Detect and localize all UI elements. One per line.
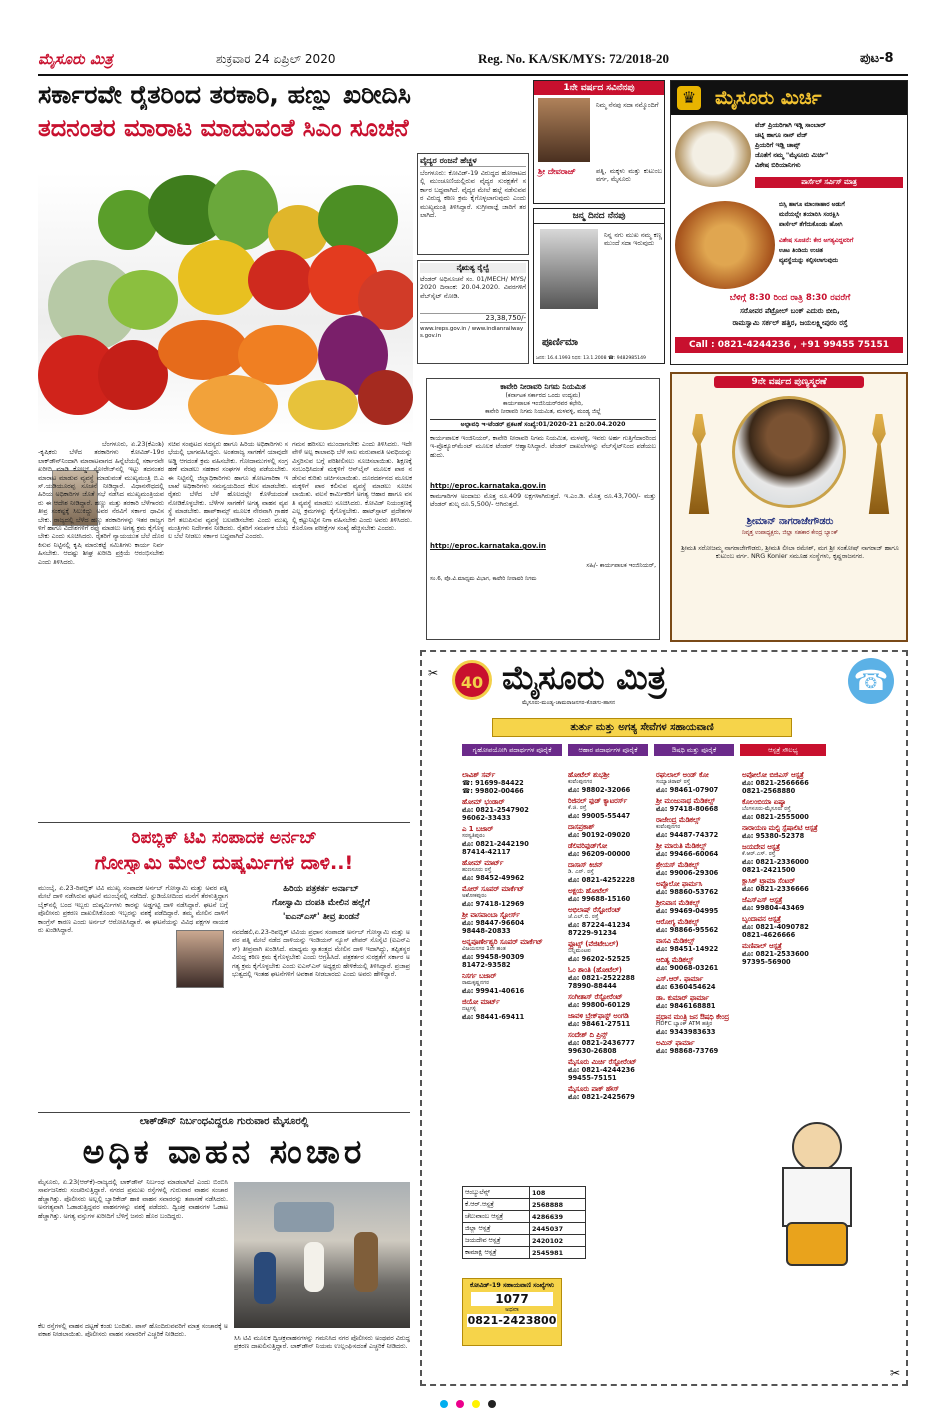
- list-item: ಬೃಂದಾವನ ಆಸ್ಪತ್ರೆ ಮೊ: 0821-4090782: [742, 915, 809, 931]
- list-item: 0821-2568880: [742, 787, 796, 795]
- col-head-1: ಗೃಹೋಪಯೋಗಿ ಪದಾರ್ಥಗಳ ಪೂರೈಕೆ: [462, 744, 562, 756]
- doctor-box-title: ವೈದ್ಯರ ರಂಜನೆ ಹೆಚ್ಚಳ: [420, 156, 526, 167]
- list-item: ಶ್ರೀ ವಾಸವಾಂಬಾ ಸ್ಟೋರ್ಸ್ ಮೊ: 98447-96604: [462, 911, 525, 927]
- list-item: 99630-26808: [568, 1047, 617, 1055]
- list-item: ಹೋಟೆಲ್ ಶುಭಶ್ರೀ ಕುವೆಂಪುನಗರ ಮೊ: 98802-32066: [568, 771, 631, 794]
- list-item: 97395-56900: [742, 958, 791, 966]
- list-item: ದಾಸಾಸ್ ಕಿಚನ್ ಡಿ. ಎನ್. ರಸ್ತೆ ಮೊ: 0821-4252228: [568, 861, 635, 884]
- table-row: ಆಂಬ್ಯುಲೆನ್ಸ್ 108: [463, 1187, 586, 1199]
- memorial-title: 9ನೇ ವರ್ಷದ ಪುಣ್ಯಸ್ಮರಣೆ: [714, 376, 864, 388]
- birthday-title: ಜನ್ಮ ದಿನದ ನೆನಪು: [534, 209, 664, 224]
- mirchi-ad: [670, 80, 908, 365]
- anniversary-family: ಪತ್ನಿ, ಮಕ್ಕಳು ಮತ್ತು ಕುಟುಂಬ ವರ್ಗ, ಮೈಸೂರು: [596, 167, 662, 184]
- list-item: ಶ್ರೇಯಸ್ ಮೆಡಿಕಲ್ಸ್ ಮೊ: 99006-29306: [656, 861, 719, 877]
- dir-col-3: [656, 768, 738, 1055]
- masthead-rule: [38, 74, 908, 76]
- list-item: ಓಂ ಶಾಂತಿ (ಹೋಟೆಲ್) ಮೊ: 0821-2522288: [568, 966, 635, 982]
- list-item: ಹೋಮ್ ಮಾರ್ಟ್ ಹುಣಸೂರು ರಸ್ತೆ ಮೊ: 98452-49962: [462, 859, 525, 882]
- masthead-reg: Reg. No. KA/SK/MYS: 72/2018-20: [478, 51, 670, 66]
- tender-l1: ಕಾವೇರಿ ನೀರಾವರಿ ನಿಗಮ ನಿಯಮಿತ: [500, 382, 586, 391]
- mirchi-addr1: ಸರೋವರ ಪೆಟ್ರೋಲ್ ಬಂಕ್ ಎದುರು ಬೀದಿ,: [740, 307, 840, 315]
- list-item: ಡಾ. ಕುಮಾರ್ ಫಾರ್ಮಾ ಮೊ: 9846168881: [656, 994, 716, 1010]
- anniversary-title: 1ನೇ ವರ್ಷದ ಸವಿನೆನಪು: [534, 81, 664, 95]
- list-item: ಅನ್ನಪೂರ್ಣೇಶ್ವರಿ ಸೂಪರ್ ಮಾರ್ಕೆಟ್ ವಿಜಯನಗರ 1ನೇ ಹಂತ ಮೊ: 99458-90309: [462, 938, 543, 961]
- hospital-table: [462, 1186, 586, 1259]
- list-item: ಅಮಿನ್ ಫಾರ್ಮಾ ಮೊ: 98868-73769: [656, 1039, 719, 1055]
- tender-l5: ಅಲ್ಪಾವಧಿ ಇ-ಟೆಂಡರ್ ಪ್ರಕಟಣೆ ಸಂಖ್ಯೆ:01/2020-21 ದಿ:20.04.2020: [430, 419, 656, 431]
- mirchi-line8: ಪಾರ್ಸೆಲ್ ತೆಗೆದುಕೊಂಡು ಹೋಗಿ: [779, 221, 843, 228]
- list-item: ಎ 1 ಬಜಾರ್ ಸರಸ್ವತಿಪುರಂ ಮೊ: 0821-2442190: [462, 825, 529, 848]
- mirchi-time: ಬೆಳಿಗ್ಗೆ 8:30 ರಿಂದ ರಾತ್ರಿ 8:30 ರವರೆಗೆ: [729, 293, 851, 303]
- list-item: ಅಭಿಲಾಷ್ ರೆಸ್ಟೋರೆಂಟ್ ಜೆ.ಎಲ್.ಬಿ. ರಸ್ತೆ ಮೊ: 87224-41234: [568, 906, 631, 929]
- traffic-body-2: ಕೆಲ ರಸ್ತೆಗಳಲ್ಲಿ ವಾಹನ ದಟ್ಟಣೆ ಕಂಡು ಬಂದಿತು. ಪಾಸ್ ಹೊಂದಿರುವವರಿಗೆ ಮಾತ್ರ ಸಂಚಾರಕ್ಕೆ ಅವಕಾಶ ನೀಡಲಾಯಿತು. ಪೊಲೀಸರು ವಾಹನ ಸವಾರರಿಗೆ ಎಚ್ಚರಿಕೆ ನೀಡಿದರು.: [38, 1322, 228, 1339]
- arnab-photo: [176, 930, 224, 988]
- list-item: ಸಂದೇಶ್ ದಿ ಪ್ರಿನ್ಸ್ ಮೊ: 0821-2436777: [568, 1031, 635, 1047]
- memorial-box: [670, 372, 908, 642]
- mirchi-line2: ಚಟ್ನಿ ಹಾಗೂ ನಾನ್ ವೆಜ್: [755, 131, 808, 139]
- republic-sub-3: 'ಐಎನ್‌ಎಸ್' ತೀವ್ರ ಖಂಡನೆ: [282, 912, 360, 922]
- mirchi-title: ಮೈಸೂರು ಮಿರ್ಚಿ: [715, 87, 822, 109]
- table-row: ಚೆಲುವಾಂಬ ಆಸ್ಪತ್ರೆ 4286639: [463, 1211, 586, 1223]
- list-item: ಪ್ರಧಾನ ಮಂತ್ರಿ ಜನ ಔಷಧಿ ಕೇಂದ್ರ HDFC ಬ್ಯಾಂಕ್ ATM ಹತ್ತಿರ ಮೊ: 9343983633: [656, 1013, 730, 1036]
- masthead: [38, 46, 908, 76]
- memorial-sub: ನಿವೃತ್ತ ಉಪಾಧ್ಯಕ್ಷರು, ಜಿಲ್ಲಾ ಸಹಕಾರ ಕೇಂದ್ರ ಬ್ಯಾಂಕ್: [741, 530, 839, 536]
- birthday-name: ಪೂರ್ಣಿಮಾ: [542, 337, 579, 348]
- republic-rule: [38, 822, 410, 823]
- list-item: ಲಾವಿಶ್ ಸರ್ವ್ ☎: 91699-84422: [462, 771, 524, 787]
- republic-headline-1: ರಿಪಬ್ಲಿಕ್ ಟಿವಿ ಸಂಪಾದಕ ಅರ್ನಬ್: [131, 828, 317, 848]
- anniversary-name: ಶ್ರೀ ದೇವರಾಜ್: [538, 167, 576, 176]
- list-item: ರಿಜಿನಲ್ ಫುಡ್ ಕ್ಯಾಟರರ್ಸ್ ಕೆ.ಜಿ. ರಸ್ತೆ ಮೊ: 99005-55447: [568, 797, 631, 820]
- railway-title: ನೈಋತ್ಯ ರೈಲ್ವೆ: [420, 263, 526, 273]
- phone-icon: ☎: [848, 658, 894, 704]
- tender-foot: ಸಂ.6, ಪೊ.ವಿ.ಮಾಧ್ಯಮ ವಿಭಾಗ, ಕಾವೇರಿ ನೀರಾವರಿ ನಿಗಮ: [430, 576, 537, 582]
- list-item: ಮೈಸೂರು ಪಾಕ್ ಹೌಸ್ ಮೊ: 0821-2425679: [568, 1085, 635, 1101]
- list-item: 78990-88444: [568, 982, 617, 990]
- masthead-page: ಪುಟ-8: [860, 51, 894, 66]
- scissors-icon: ✂: [889, 1366, 900, 1380]
- list-item: ಆದಿತ್ಯ ಮೆಡಿಕಲ್ಸ್ ಮೊ: 90068-03261: [656, 956, 719, 972]
- list-item: ರಘುಲಾಲ್ ಅಂಡ್ ಕೋ ಸಯ್ಯಾಜಿರಾವ್ ರಸ್ತೆ ಮೊ: 98461-07907: [656, 771, 719, 794]
- list-item: 0821-4626666: [742, 931, 796, 939]
- anniversary-lines: ನಿಮ್ಮ ನೆನಪು ಸದಾ ನಮ್ಮೊಂದಿಗೆ: [596, 101, 659, 109]
- list-item: ಎಸ್.ಆರ್. ಫಾರ್ಮಾ ಮೊ: 6360454624: [656, 975, 716, 991]
- list-item: ಶ್ರೀ ಮಾರುತಿ ಮೆಡಿಕಲ್ಸ್ ಮೊ: 99466-60064: [656, 842, 719, 858]
- republic-sub-2: ಗೋಸ್ವಾಮಿ ದಂಪತಿ ಮೇಲಿನ ಹಲ್ಲೆಗೆ: [272, 898, 370, 908]
- newspaper-reader-cartoon: [762, 1122, 872, 1272]
- republic-sub-1: ಹಿರಿಯ ಪತ್ರಕರ್ತ ಅರ್ನಾಬ್: [283, 884, 359, 894]
- mirchi-idli-photo: [675, 121, 751, 187]
- list-item: ಶ್ರೀ ಮಂಜುನಾಥ ಮೆಡಿಕಲ್ಸ್ ಮೊ: 97418-80668: [656, 797, 719, 813]
- tender-body2: ಕಾಮಗಾರಿಗಳ ಅಂದಾಜು ಮೊತ್ತ ರೂ.409 ಲಕ್ಷಗಳಾಗಿರುತ್ತದೆ. ಇ.ಎಂ.ಡಿ. ಮೊತ್ತ ರೂ.43,700/- ಮತ್ತು ಟೆಂಡರ್ ಶುಲ್ಕ ರೂ.5,500/- ಆಗಿರುತ್ತದೆ.: [430, 492, 656, 509]
- list-item: ನಾರಾಯಣ ಮಲ್ಟಿ ಸ್ಪೆಷಾಲಿಟಿ ಆಸ್ಪತ್ರೆ ಮೊ: 95380-52378: [742, 824, 818, 840]
- covid-title: ಕೋವಿಡ್-19 ಸಹಾಯವಾಣಿ ಸಂಖ್ಯೆಗಳು: [469, 1281, 555, 1289]
- list-item: ಅಪೋಲೋ ಬಿಜಿಎಸ್ ಆಸ್ಪತ್ರೆ ಮೊ: 0821-2566666: [742, 771, 809, 787]
- list-item: 99455-75151: [568, 1074, 617, 1082]
- col-head-2: ಆಹಾರ ಪದಾರ್ಥಗಳ ಪೂರೈಕೆ: [568, 744, 648, 756]
- list-item: ಹೋಮ್ ಭಂಡಾರ್ ಮೊ: 0821-2547902: [462, 798, 529, 814]
- anniversary-photo: [538, 98, 590, 162]
- list-item: ಜಯದೇವ ಆಸ್ಪತ್ರೆ ಕೆ.ಆರ್.ಎಸ್. ರಸ್ತೆ ಮೊ: 0821-2336000: [742, 843, 809, 866]
- list-item: ವಾಸವಿ ಮೆಡಿಕಲ್ಸ್ ಮೊ: 98451-14922: [656, 937, 719, 953]
- mirchi-line7: ಮನೆಯಲ್ಲೇ ತಯಾರಿಸಿ ಸಂರಕ್ಷಿಸಿ: [779, 211, 840, 218]
- tender-l2: (ಕರ್ನಾಟಕ ಸರ್ಕಾರದ ಒಂದು ಉದ್ಯಮ): [505, 392, 581, 399]
- print-marks: [440, 1400, 900, 1410]
- republic-body-2: ನವದೆಹಲಿ,ಏ.23-ರಿಪಬ್ಲಿಕ್ ಟಿವಿಯ ಪ್ರಧಾನ ಸಂಪಾದಕ ಅರ್ನಬ್ ಗೋಸ್ವಾಮಿ ಮತ್ತು ಅವರ ಪತ್ನಿ ಮೇಲೆ ನಡೆದ ದಾಳಿಯನ್ನು ಇಂಡಿಯನ್ ನ್ಯೂಸ್ ಪೇಪರ್ ಸೊಸೈಟಿ (ಐಎನ್‌ಎಸ್) ತೀವ್ರವಾಗಿ ಖಂಡಿಸಿದೆ. ಮಾಧ್ಯಮ ಸ್ವಾತಂತ್ರ್ಯದ ಮೇಲಿನ ದಾಳಿ ಇದಾಗಿದ್ದು, ತಪ್ಪಿತಸ್ಥರ ವಿರುದ್ಧ ಕಠಿಣ ಕ್ರಮ ಕೈಗೊಳ್ಳಬೇಕು ಎಂದು ಆಗ್ರಹಿಸಿದೆ. ಪತ್ರಕರ್ತರ ಸುರಕ್ಷತೆಗೆ ಸರ್ಕಾರ ಅಗತ್ಯ ಕ್ರಮ ಕೈಗೊಳ್ಳಬೇಕು ಎಂದು ಐಎನ್‌ಎಸ್ ಅಧ್ಯಕ್ಷರು ಹೇಳಿಕೆಯಲ್ಲಿ ತಿಳಿಸಿದ್ದಾರೆ. ಪ್ರಜಾಪ್ರಭುತ್ವದಲ್ಲಿ ಇಂತಹ ಘಟನೆಗಳಿಗೆ ಅವಕಾಶ ನೀಡಬಾರದು ಎಂದು ಅವರು ಹೇಳಿದ್ದಾರೆ.: [232, 928, 410, 979]
- traffic-headline: ಅಧಿಕ ವಾಹನ ಸಂಚಾರ: [82, 1132, 366, 1171]
- list-item: ಕೊಲಂಬಿಯಾ ಏಷ್ಯಾ ಬೆಂಗಳೂರು-ಮೈಸೂರು ರಸ್ತೆ ಮೊ: 0821-2555000: [742, 798, 809, 821]
- masthead-logo: ಮೈಸೂರು ಮಿತ್ರ: [38, 50, 113, 68]
- list-item: ಮೋರ್ ಸೂಪರ್ ಮಾರ್ಕೆಟ್ ಅಶೋಕಪುರಂ ಮೊ: 97418-12969: [462, 885, 525, 908]
- lead-headline-2: ತದನಂತರ ಮಾರಾಟ ಮಾಡುವಂತೆ ಸಿಎಂ ಸೂಚನೆ: [38, 114, 409, 142]
- birthday-box: [533, 208, 665, 364]
- col-head-3: ಔಷಧಿ ಮತ್ತು ಪೂರೈಕೆ: [654, 744, 734, 756]
- list-item: ರಾಜೇಂದ್ರ ಮೆಡಿಕಲ್ಸ್ ಕುವೆಂಪುನಗರ ಮೊ: 94487-74372: [656, 816, 719, 839]
- covid-helpline: [462, 1278, 562, 1346]
- scissors-icon: ✂: [428, 666, 439, 680]
- directory-tagline: ಮೈಸೂರು-ಮಂಡ್ಯ-ಚಾಮರಾಜನಗರ-ಕೊಡಗು-ಹಾಸನ: [522, 700, 616, 706]
- list-item: 81472-93582: [462, 961, 511, 969]
- republic-body-1: ಮುಂಬೈ, ಏ.23-ರಿಪಬ್ಲಿಕ್ ಟಿವಿ ಮುಖ್ಯ ಸಂಪಾದಕ ಅರ್ನಬ್ ಗೋಸ್ವಾಮಿ ಮತ್ತು ಅವರ ಪತ್ನಿ ಮೇಲೆ ದಾಳಿ ನಡೆಸಿರುವ ಘಟನೆ ಮುಂಬೈನಲ್ಲಿ ನಡೆದಿದೆ. ಸ್ಟುಡಿಯೋದಿಂದ ಮನೆಗೆ ತೆರಳುತ್ತಿದ್ದಾಗ ಬೈಕ್‌ನಲ್ಲಿ ಬಂದ ಇಬ್ಬರು ದುಷ್ಕರ್ಮಿಗಳು ಕಾರನ್ನು ಅಡ್ಡಗಟ್ಟಿ ದಾಳಿ ನಡೆಸಿದ್ದಾರೆ. ಘಟನೆ ಬಗ್ಗೆ ಪೊಲೀಸರು ಪ್ರಕರಣ ದಾಖಲಿಸಿಕೊಂಡು ಇಬ್ಬರನ್ನು ವಶಕ್ಕೆ ಪಡೆದಿದ್ದಾರೆ. ತಮ್ಮ ಮೇಲಿನ ದಾಳಿಗೆ ಕಾಂಗ್ರೆಸ್ ಕಾರಣ ಎಂದು ಅರ್ನಬ್ ಆರೋಪಿಸಿದ್ದಾರೆ. ಈ ಘಟನೆಯನ್ನು ವಿವಿಧ ಪಕ್ಷಗಳ ನಾಯಕರು ಖಂಡಿಸಿದ್ದಾರೆ.: [38, 884, 228, 935]
- mirchi-line1: ವೆಜ್ ಪ್ರಿಯರಿಗಾಗಿ ಇಡ್ಲಿ ಸಾಂಬಾರ್: [755, 121, 826, 129]
- lead-headline-1: ಸರ್ಕಾರವೇ ರೈತರಿಂದ ತರಕಾರಿ, ಹಣ್ಣು ಖರೀದಿಸಿ: [38, 80, 411, 109]
- mirchi-header: [671, 81, 907, 115]
- table-row: ಜಿಲ್ಲಾ ಆಸ್ಪತ್ರೆ 2445037: [463, 1223, 586, 1235]
- lead-body-col2: ಸಚಿವ ಸಂಪುಟದ ಸದಸ್ಯರು ಹಾಗೂ ಹಿರಿಯ ಅಧಿಕಾರಿಗಳು ಸಭೆಯಲ್ಲಿ ಭಾಗವಹಿಸಿದ್ದರು. ಅಂತರಾಜ್ಯ ಸಾಗಣೆಗೆ ಯಾವುದೇ ಅಡ್ಡಿ ಆಗದಂತೆ ಕ್ರಮ ವಹಿಸಬೇಕು. ಗೋದಾಮುಗಳಲ್ಲಿ ಸಂಗ್ರಹಣೆ ಮಾಡಲು ಸಹಕಾರ ಸಂಘಗಳ ನೆರವು ಪಡೆಯಬೇಕು. ಈ ನಿಟ್ಟಿನಲ್ಲಿ ಜಿಲ್ಲಾಧಿಕಾರಿಗಳು ಹಾಗೂ ತೋಟಗಾರಿಕಾ ಇಲಾಖೆ ಅಧಿಕಾರಿಗಳು ಸಮನ್ವಯದಿಂದ ಕೆಲಸ ಮಾಡಬೇಕು. ರೈತರು ಬೆಳೆದ ಬೆಳೆ ಹೊಲದಲ್ಲೇ ಕೊಳೆಯದಂತೆ ನೋಡಿಕೊಳ್ಳಬೇಕು. ಬೆಳೆಗಳ ಸಾಗಣೆಗೆ ಅಗತ್ಯ ವಾಹನ ವ್ಯವಸ್ಥೆ ಮಾಡಬೇಕು. ಹಾಪ್‌ಕಾಮ್ಸ್ ಮೂಲಕ ನೇರವಾಗಿ ಗ್ರಾಹಕರಿಗೆ ತಲುಪಿಸುವ ವ್ಯವಸ್ಥೆ ಬಲಪಡಿಸಬೇಕು ಎಂದು ಮುಖ್ಯಮಂತ್ರಿಗಳು ನಿರ್ದೇಶನ ನೀಡಿದರು. ರೈತರಿಗೆ ಸಮರ್ಪಕ ಬೆಂಬಲ ಬೆಲೆ ನೀಡಲು ಸರ್ಕಾರ ಬದ್ಧವಾಗಿದೆ ಎಂದರು.: [168, 440, 288, 541]
- list-item: ಜಾವಳಿ ಬ್ರೇಕ್‌ಫಾಸ್ಟ್ ಅಂಗಡಿ ಮೊ: 98461-27511: [568, 1012, 631, 1028]
- list-item: ಮಣಿಪಾಲ್ ಆಸ್ಪತ್ರೆ ಮೊ: 0821-2533600: [742, 942, 809, 958]
- mirchi-call: Call : 0821-4244236 , +91 99455 75151: [675, 337, 903, 353]
- directory-badge: 40: [452, 660, 492, 700]
- list-item: ಅಕ್ಷಯ ಹೋಟೆಲ್ ಮೊ: 99688-15160: [568, 887, 631, 903]
- list-item: ಜೆಎಸ್‌ಎಸ್ ಆಸ್ಪತ್ರೆ ಮೊ: 99804-43469: [742, 896, 805, 912]
- railway-amount: 23,38,750/-: [420, 313, 526, 323]
- tender-url1: http://eproc.karnataka.gov.in: [430, 482, 546, 490]
- mirchi-logo-icon: ♛: [677, 86, 701, 110]
- mirchi-line5: ವಿಶೇಷ ಬಿರಿಯಾನಿಗಳು: [755, 161, 801, 169]
- birthday-photo: [540, 229, 598, 309]
- tender-notice: [426, 378, 660, 640]
- list-item: ಮೈಸೂರು ಮಿರ್ಚಿ ರೆಸ್ಟೋರೆಂಟ್ ಮೊ: 0821-4244236: [568, 1058, 637, 1074]
- table-row: ಜಯದೇವ ಆಸ್ಪತ್ರೆ 2420102: [463, 1235, 586, 1247]
- dir-col-2: [568, 768, 652, 1101]
- dir-col-4: [742, 768, 828, 966]
- traffic-photo: [234, 1182, 410, 1328]
- republic-headline-2: ಗೋಸ್ವಾಮಿ ಮೇಲೆ ದುಷ್ಕರ್ಮಿಗಳ ದಾಳಿ..!: [94, 852, 354, 874]
- list-item: ಅಪ್ಪೊಲೋ ಫಾರ್ಮಸಿ ಮೊ: 98860-53762: [656, 880, 719, 896]
- tender-l4: ಕಾವೇರಿ ನೀರಾವರಿ ನಿಗಮ ನಿಯಮಿತ, ಮಳವಳ್ಳಿ, ಮಂಡ್ಯ ಜಿಲ್ಲೆ: [485, 408, 601, 415]
- tender-body: ಕಾರ್ಯಪಾಲಕ ಇಂಜಿನಿಯರ್, ಕಾವೇರಿ ನೀರಾವರಿ ನಿಗಮ ನಿಯಮಿತ, ಮಳವಳ್ಳಿ, ಇವರು ಅರ್ಹ ಗುತ್ತಿಗೆದಾರರಿಂದ ಇ-ಪ್ರೊಕ್ಯೂರ್‌ಮೆಂಟ್ ಮೂಲಕ ಟೆಂಡರ್ ಆಹ್ವಾನಿಸಿದ್ದಾರೆ. ಟೆಂಡರ್ ದಾಖಲೆಗಳನ್ನು ವೆಬ್‌ಸೈಟ್‌ನಿಂದ ಪಡೆಯಬಹುದು.: [430, 434, 656, 459]
- memorial-photo: [732, 396, 846, 508]
- mirchi-biryani-photo: [675, 201, 775, 289]
- list-item: ಆರೋಗ್ಯ ಮೆಡಿಕಲ್ಸ್ ಮೊ: 98866-95562: [656, 918, 719, 934]
- lamp-left-icon: [682, 414, 716, 514]
- birthday-footer: ಜನನ: 16.4.1993 ನಿಧನ: 13.1.2008 ☎: 9482985149: [536, 356, 646, 361]
- directory-banner: ತುರ್ತು ಮತ್ತು ಅಗತ್ಯ ಸೇವೆಗಳ ಸಹಾಯವಾಣಿ: [492, 718, 792, 737]
- memorial-name: ಶ್ರೀಮಾನ್ ನಾಗರಾಜೇಗೌಡರು: [746, 516, 834, 527]
- list-item: ದಾಸಪ್ರಕಾಶ್ ಮೊ: 90192-09020: [568, 823, 631, 839]
- tender-l3: ಕಾರ್ಯಪಾಲಕ ಇಂಜಿನಿಯರ್‌ರವರ ಕಛೇರಿ,: [502, 400, 584, 407]
- mirchi-line3: ಪ್ರಿಯರಿಗೆ ಇಡ್ಲಿ ಚಾಪ್ಸ್: [755, 141, 801, 149]
- col-head-4: ಆಸ್ಪತ್ರೆ ಸೌಲಭ್ಯ: [740, 744, 826, 756]
- list-item: ಶ್ರೀನಿವಾಸ ಮೆಡಿಕಲ್ಸ್ ಮೊ: 99469-04995: [656, 899, 719, 915]
- covid-or: ಅಥವಾ: [505, 1306, 519, 1313]
- lead-body-col3: ಗಮನ ಹರಿಸಲು ಮುಂದಾಗಬೇಕು ಎಂದು ತಿಳಿಸಿದರು. ಇದೇ ವೇಳೆ ಅಲ್ಪ ಕಾಲಾವಧಿ ಬೆಳೆ ಸಾಲ ಮರುಪಾವತಿ ಅವಧಿಯನ್ನು ವಿಸ್ತರಿಸುವ ಬಗ್ಗೆ ಪರಿಶೀಲಿಸಲು ಸೂಚಿಸಲಾಯಿತು. ಶಿಕ್ಷಣಕ್ಕೆ ಸಂಬಂಧಿಸಿದಂತೆ ಮಕ್ಕಳಿಗೆ ಆನ್‌ಲೈನ್ ಮೂಲಕ ಪಾಠ ನಡೆಸುವ ಕುರಿತು ಚರ್ಚಿಸಲಾಯಿತು. ದೂರದರ್ಶನದ ಮೂಲಕ ಮಕ್ಕಳಿಗೆ ಪಾಠ ಕಲಿಸುವ ವ್ಯವಸ್ಥೆ ಮಾಡಲು ಸೂಚಿಸಲಾಯಿತು. ವಲಸೆ ಕಾರ್ಮಿಕರಿಗೆ ಅಗತ್ಯ ಆಹಾರ ಹಾಗೂ ವಸತಿ ವ್ಯವಸ್ಥೆ ಮಾಡಲು ಸೂಚಿಸಿದರು. ಕೋವಿಡ್ ನಿಯಂತ್ರಣಕ್ಕೆ ಎಲ್ಲ ಕ್ರಮಗಳನ್ನು ಕೈಗೊಳ್ಳಬೇಕು. ಹಾಟ್‌ಸ್ಪಾಟ್ ಪ್ರದೇಶಗಳಲ್ಲಿ ಕಟ್ಟುನಿಟ್ಟಿನ ನಿಗಾ ವಹಿಸಬೇಕು ಎಂದು ಅವರು ತಿಳಿಸಿದರು. ಕೊರೊನಾ ಪರೀಕ್ಷೆಗಳ ಸಂಖ್ಯೆ ಹೆಚ್ಚಿಸಬೇಕು ಎಂದರು.: [292, 440, 412, 533]
- railway-box: [417, 260, 529, 364]
- traffic-kicker: ಲಾಕ್‌ಡೌನ್ ನಿರ್ಬಂಧವಿದ್ದರೂ ಗುರುವಾರ ಮೈಸೂರಲ್ಲಿ: [139, 1116, 309, 1127]
- table-row: ಕೆ.ಆರ್.ಆಸ್ಪತ್ರೆ 2568888: [463, 1199, 586, 1211]
- list-item: 0821-2421500: [742, 866, 796, 874]
- traffic-body-3: ಸಿಸಿ ಟಿವಿ ಮೂಲಕ ದ್ವಿಚಕ್ರವಾಹನಗಳನ್ನು ಗಮನಿಸಿದ ನಗರ ಪೊಲೀಸರು ಅಂಥವರ ವಿರುದ್ಧ ಪ್ರಕರಣ ದಾಖಲಿಸುತ್ತಿದ್ದಾರೆ. ಲಾಕ್‌ಡೌನ್ ನಿಯಮ ಉಲ್ಲಂಘಿಸದಂತೆ ಎಚ್ಚರಿಕೆ ನೀಡಿದರು.: [234, 1334, 410, 1351]
- mirchi-parcel: ಪಾರ್ಸೆಲ್ ಸರ್ವಿಸ್ ಮಾತ್ರ: [755, 177, 903, 188]
- mirchi-addr2: ರಾಮಸ್ವಾಮಿ ಸರ್ಕಲ್ ಹತ್ತಿರ, ಜಯಲಕ್ಷ್ಮೀಪುರಂ ರಸ್ತೆ: [732, 319, 848, 327]
- lamp-right-icon: [862, 414, 896, 514]
- memorial-body: ಶ್ರೀಮತಿ ಸರೋಜಮ್ಮ ನಾಗರಾಜೇಗೌಡರು, ಶ್ರೀಮತಿ ಲೀಲಾ ರಮೇಶ್, ಮಗ ಶ್ರೀ ಸಂತೋಷ್ ನಾಗರಾಜ್ ಹಾಗೂ ಕುಟುಂಬ ವರ್ಗ. NRG Konier ಸಮೂಹ ಸಂಸ್ಥೆಗಳು, ಕೃಷ್ಣರಾಜನಗರ.: [681, 544, 899, 561]
- list-item: 96062-33433: [462, 814, 511, 822]
- list-item: ಜಿಯೋ ಮಾರ್ಟ್ ದಟ್ಟಗಳ್ಳಿ ಮೊ: 98441-69411: [462, 998, 525, 1021]
- mirchi-line4: ಜೊತೆಗೆ ನಮ್ಮ "ಮೈಸೂರು ಮಿರ್ಚಿ": [755, 151, 829, 159]
- list-item: 87414-42117: [462, 848, 511, 856]
- list-item: ಸಂಗೀತಾಸ್ ರೆಸ್ಟೋರೆಂಟ್ ಮೊ: 99800-60129: [568, 993, 631, 1009]
- traffic-rule: [38, 1112, 410, 1113]
- list-item: ಕ್ಲಾಸಿಕ್ ಟ್ರಾಮಾ ಸೆಂಟರ್ ಮೊ: 0821-2336666: [742, 877, 809, 893]
- directory-brand: ಮೈಸೂರು ಮಿತ್ರ: [502, 658, 667, 697]
- tender-sign: ಸಹಿ/- ಕಾರ್ಯಪಾಲಕ ಇಂಜಿನಿಯರ್,: [586, 562, 656, 569]
- list-item: 98448-20833: [462, 927, 511, 935]
- list-item: 87229-91234: [568, 929, 617, 937]
- helpline-directory: [420, 650, 908, 1386]
- vegetables-photo: [38, 150, 413, 435]
- covid-number-1: 1077: [471, 1292, 553, 1306]
- masthead-date: ಶುಕ್ರವಾರ 24 ಏಪ್ರಿಲ್ 2020: [216, 52, 336, 66]
- doctor-box: [417, 153, 529, 255]
- table-row: ಕಾಮಾಕ್ಷಿ ಆಸ್ಪತ್ರೆ 2545981: [463, 1247, 586, 1259]
- covid-number-2: 0821-2423800: [467, 1314, 557, 1327]
- birthday-text: ನಿನ್ನ ನಗು ಮುಖ ನಮ್ಮ ಕಣ್ಣಮುಂದೆ ಸದಾ ಇರುವುದು: [604, 231, 662, 248]
- list-item: ಡೆಲಿವರಿಫುಡ್‌ಗೋ ಮೊ: 96209-00000: [568, 842, 631, 858]
- traffic-body-1: ಮೈಸೂರು, ಏ.23(ಆರ್‌ಕೆ)-ರಾಜ್ಯದಲ್ಲಿ ಲಾಕ್‌ಡೌನ್ ನಿರ್ಬಂಧ ಮಾಡಲಾಗಿದೆ ಎಂದು ಬಿಂಬಿಸಿ ಸಾರ್ವಜನಿಕರು ಸಂಚರಿಸುತ್ತಿದ್ದಾರೆ. ನಗರದ ಪ್ರಮುಖ ರಸ್ತೆಗಳಲ್ಲಿ ಗುರುವಾರ ವಾಹನ ಸಂಚಾರ ಹೆಚ್ಚಾಗಿತ್ತು. ಪೊಲೀಸರು ಅಲ್ಲಲ್ಲಿ ಬ್ಯಾರಿಕೇಡ್ ಹಾಕಿ ವಾಹನ ಸವಾರರನ್ನು ತಪಾಸಣೆ ನಡೆಸಿದರು. ಅನಗತ್ಯವಾಗಿ ಓಡಾಡುತ್ತಿದ್ದವರ ವಾಹನಗಳನ್ನು ವಶಕ್ಕೆ ಪಡೆದರು. ದ್ವಿಚಕ್ರ ವಾಹನಗಳ ಓಡಾಟ ಹೆಚ್ಚಾಗಿತ್ತು. ಅಗತ್ಯ ವಸ್ತುಗಳ ಖರೀದಿಗೆ ಬೆಳಿಗ್ಗೆ ಜನರು ಹೊರ ಬಂದಿದ್ದರು.: [38, 1178, 228, 1220]
- tender-url2: http://eproc.karnataka.gov.in: [430, 542, 546, 550]
- mirchi-line6: ಬಿಸ್ಸಿ ಹಾಗೂ ಮಾಂಸಾಹಾರ ಅಡುಗೆ: [779, 201, 845, 208]
- railway-body: ಟೆಂಡರ್ ಅಧಿಸೂಚನೆ ಸಂ. 01/MECH/ MYS/2020 ದಿನಾಂಕ: 20.04.2020. ವಿವರಗಳಿಗೆ ವೆಬ್‌ಸೈಟ್ ನೋಡಿ.: [420, 275, 526, 300]
- list-item: ನಿಸರ್ಗ ಬಜಾರ್ ರಾಮಕೃಷ್ಣನಗರ ಮೊ: 99941-40616: [462, 972, 525, 995]
- railway-web: www.ireps.gov.in / www.indianrailways.gov.in: [420, 326, 524, 339]
- dir-col-1: [462, 768, 562, 1021]
- mirchi-line9: ವಿಶೇಷ ಸೂಚನೆ: ಕೇರ ಅಗತ್ಯವಿದ್ದವರಿಗೆ: [779, 237, 854, 244]
- list-item: ☎: 99802-00466: [462, 787, 524, 795]
- lead-body-col1: ಬೆಂಗಳೂರು, ಏ.23(ಕೆಎಂಶಿ)-ಕೃಷಿಕರು ಬೆಳೆದ ತರಕಾರಿಗಳು ಕೋವಿಡ್-19ರ ಲಾಕ್‌ಡೌನ್‌ನಿಂದಾಗಿ ಮಾರಾಟವಾಗದ ಹಿನ್ನೆಲೆಯಲ್ಲಿ ಸರ್ಕಾರವೇ ಖರೀದಿ ಮಾಡಿ ಕೋಲ್ಡ್ ಸ್ಟೋರೇಜ್‌ನಲ್ಲಿ ಇಟ್ಟು ತದನಂತರ ಮಾರಾಟ ಮಾಡುವ ವ್ಯವಸ್ಥೆ ಮಾಡುವಂತೆ ಮುಖ್ಯಮಂತ್ರಿ ಬಿ.ಎಸ್.ಯಡಿಯೂರಪ್ಪ ಸೂಚನೆ ನೀಡಿದ್ದಾರೆ. ವಿಧಾನಸೌಧದಲ್ಲಿ ಹಿರಿಯ ಅಧಿಕಾರಿಗಳ ಜೊತೆ ಸಭೆ ನಡೆಸಿದ ಮುಖ್ಯಮಂತ್ರಿಯವರು ಈ ಆದೇಶ ನೀಡಿದ್ದಾರೆ. ಹಣ್ಣು ಮತ್ತು ತರಕಾರಿ ಬೆಳೆಗಾರರು ತೀವ್ರ ಸಂಕಷ್ಟಕ್ಕೆ ಸಿಲುಕಿದ್ದು ಅವರ ನೆರವಿಗೆ ಸರ್ಕಾರ ಧಾವಿಸಬೇಕು. ರಾಜ್ಯದಲ್ಲಿ ಬೆಳೆದ ಹಣ್ಣು ತರಕಾರಿಗಳನ್ನು ಇತರ ರಾಜ್ಯಗಳಿಗೆ ಹಾಗೂ ವಿದೇಶಗಳಿಗೆ ರಫ್ತು ಮಾಡಲು ಅಗತ್ಯ ಕ್ರಮ ಕೈಗೊಳ್ಳಬೇಕು ಎಂದು ಸೂಚಿಸಿದರು. ರೈತರಿಗೆ ನ್ಯಾಯಯುತ ಬೆಲೆ ದೊರಕಿಸುವ ನಿಟ್ಟಿನಲ್ಲಿ ಕೃಷಿ ಮಾರುಕಟ್ಟೆ ಸಮಿತಿಗಳು ಕಾರ್ಯ ನಿರ್ವಹಿಸಬೇಕು. ಆದಷ್ಟು ಶೀಘ್ರ ಖರೀದಿ ಪ್ರಕ್ರಿಯೆ ಆರಂಭಿಸಬೇಕು ಎಂದು ತಿಳಿಸಿದರು.: [38, 440, 164, 566]
- mirchi-line11: ವ್ಯವಸ್ಥೆಯನ್ನು ಕಲ್ಪಿಸಲಾಗುವುದು: [779, 257, 839, 264]
- doctor-box-body: ಬೆಂಗಳೂರು: ಕೋವಿಡ್‌-19 ವಿರುದ್ಧದ ಹೋರಾಟದಲ್ಲಿ ಮುಂಚೂಣಿಯಲ್ಲಿರುವ ವೈದ್ಯರ ಸುರಕ್ಷತೆಗೆ ಸರ್ಕಾರ ಬದ್ಧವಾಗಿದೆ. ವೈದ್ಯರ ಮೇಲೆ ಹಲ್ಲೆ ನಡೆಸುವವರ ವಿರುದ್ಧ ಕಠಿಣ ಕ್ರಮ ಕೈಗೊಳ್ಳಲಾಗುವುದು ಎಂದು ಮುಖ್ಯಮಂತ್ರಿ ತಿಳಿಸಿದ್ದಾರೆ. ಸುಗ್ರೀವಾಜ್ಞೆ ಜಾರಿಗೆ ತರಲಾಗಿದೆ.: [420, 169, 526, 220]
- mirchi-line10: ಊಟ ತಿಂಡಿಯ ಉಚಿತ: [779, 247, 823, 254]
- list-item: ಫ್ರೂಟ್ಸ್ (ವೆಜಿಟೇಬಲ್) ಬನ್ನಿಮಂಟಪ ಮೊ: 96202-52525: [568, 940, 631, 963]
- anniversary-box: [533, 80, 665, 204]
